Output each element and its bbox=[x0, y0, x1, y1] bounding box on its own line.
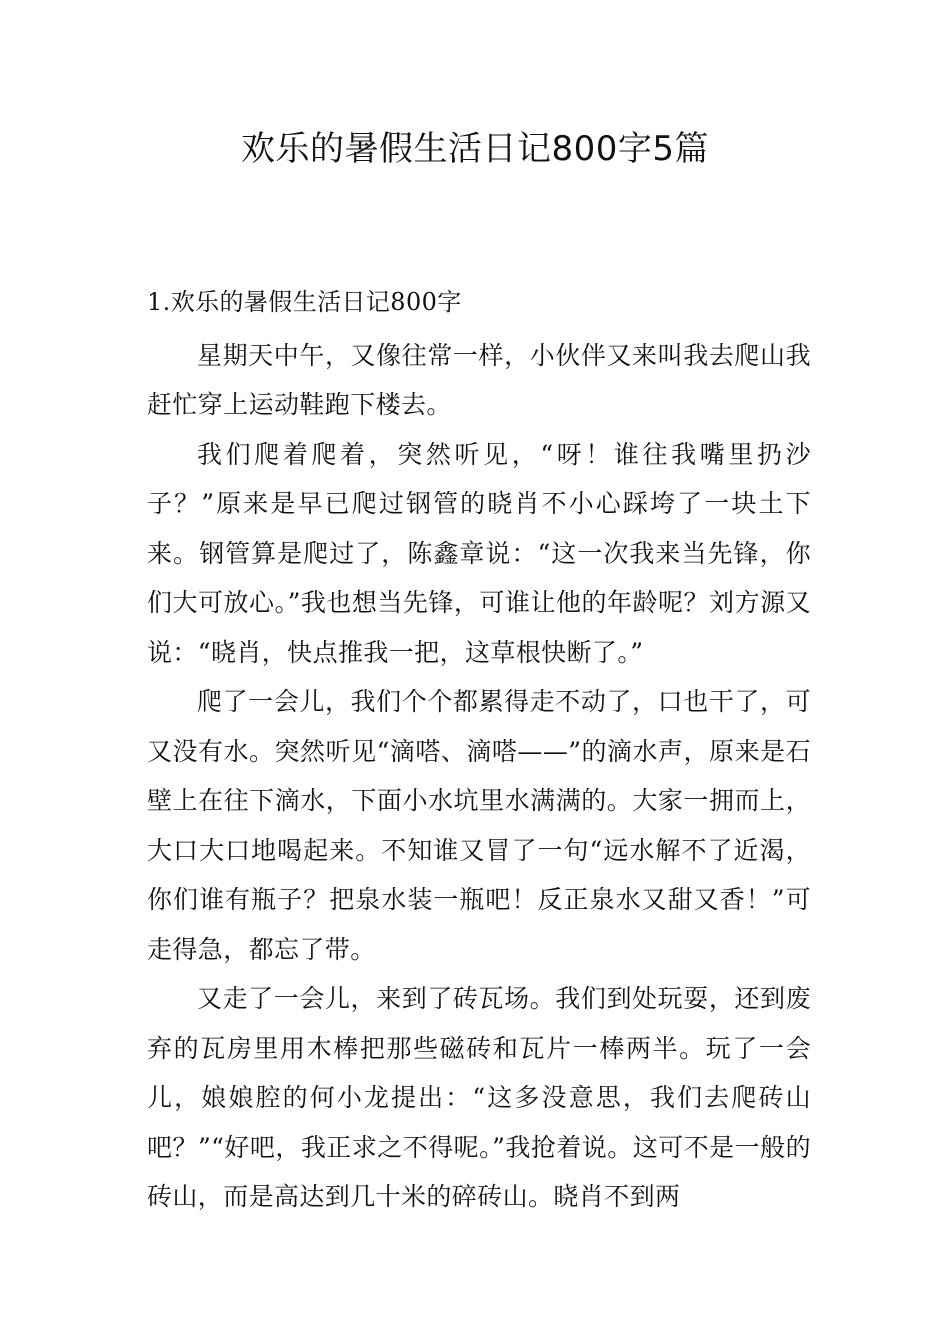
article-body bbox=[147, 278, 811, 1222]
paragraph-1: 星期天中午，又像往常一样，小伙伴又来叫我去爬山我赶忙穿上运动鞋跑下楼去。 bbox=[147, 340, 811, 419]
document-title: 欢乐的暑假生活日记800字5篇 bbox=[240, 129, 710, 169]
paragraph-3: 爬了一会儿，我们个个都累得走不动了，口也干了，可又没有水。突然听见“滴嗒、滴嗒——”的滴水声，原来是石壁上在往下滴水，下面小水坑里水满满的。大家一拥而上，大口大口地喝起来。不知谁又冒了一句“远水解不了近渴，你们谁有瓶子？把泉水装一瓶吧！反正泉水又甜又香！”可走得急，都忘了带。 bbox=[147, 687, 811, 964]
section-heading: 1.欢乐的暑假生活日记800字 bbox=[147, 288, 462, 316]
paragraph-2: 我们爬着爬着，突然听见，“呀！谁往我嘴里扔沙子？”原来是早已爬过钢管的晓肖不小心踩垮了一块土下来。钢管算是爬过了，陈鑫章说：“这一次我来当先锋，你们大可放心。”我也想当先锋，可谁让他的年龄呢？刘方源又说：“晓肖，快点推我一把，这草根快断了。” bbox=[147, 439, 811, 667]
paragraph-4: 又走了一会儿，来到了砖瓦场。我们到处玩耍，还到废弃的瓦房里用木棒把那些磁砖和瓦片一棒两半。玩了一会儿，娘娘腔的何小龙提出：“这多没意思，我们去爬砖山吧？”“好吧，我正求之不得呢。”我抢着说。这可不是一般的砖山，而是高达到几十米的碎砖山。晓肖不到两 bbox=[147, 984, 811, 1211]
